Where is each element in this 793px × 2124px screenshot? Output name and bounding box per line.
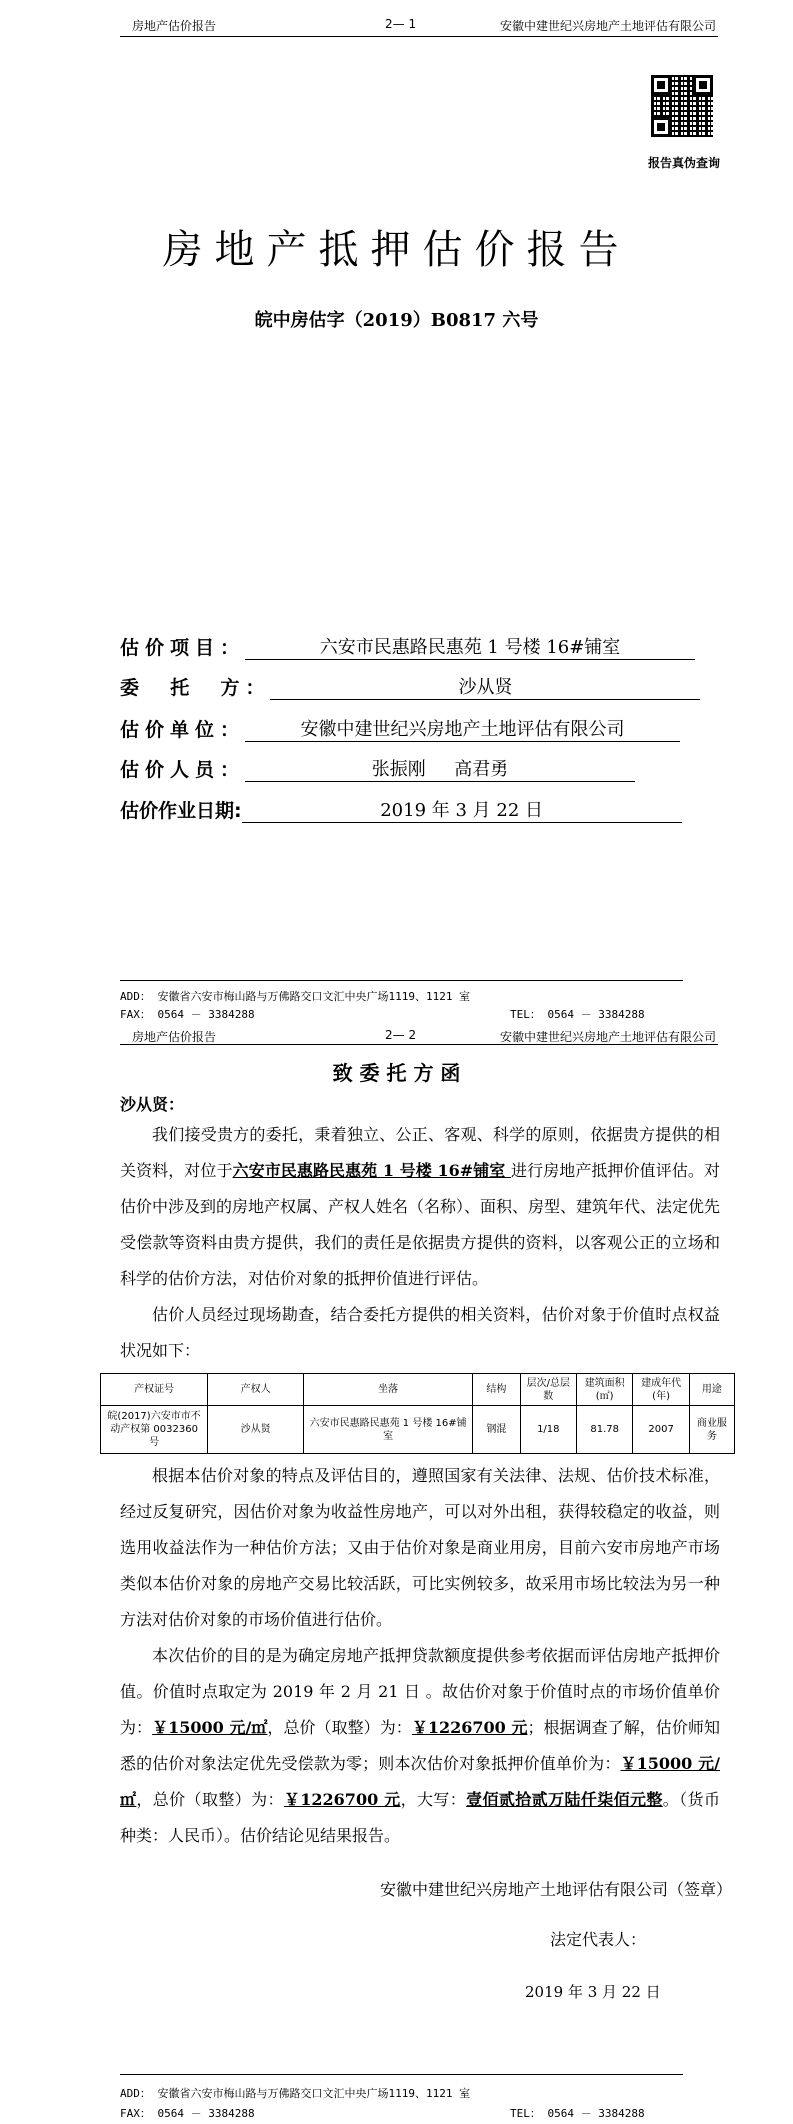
letter-date: 2019 年 3 月 22 日 xyxy=(525,1983,661,2001)
header-page-number: 2— 1 xyxy=(385,17,417,31)
header-left: 房地产估价报告 xyxy=(132,1030,217,1044)
footer-fax: FAX： 0564 － 3384288 xyxy=(120,1008,255,1021)
footer-address: ADD： 安徽省六安市梅山路与万佛路交口文汇中央广场1119、1121 室 xyxy=(120,990,471,1003)
header-rule xyxy=(120,36,718,37)
report-title: 房地产抵押估价报告 xyxy=(162,227,631,273)
table-cell: 沙从贤 xyxy=(208,1406,304,1454)
info-row-date xyxy=(120,793,682,823)
market-unit-price: ￥15000 元/㎡ xyxy=(152,1718,268,1737)
table-cell: 钢混 xyxy=(473,1406,520,1454)
text: 。（货币种类：人民币）。估价结论见结果报告。 xyxy=(120,1790,720,1845)
info-value: 安徽中建世纪兴房地产土地评估有限公司 xyxy=(245,715,680,742)
footer-tel: TEL： 0564 － 3384288 xyxy=(510,2107,645,2120)
document-number: 皖中房估字（2019）B0817 六号 xyxy=(254,310,539,331)
text: 我们接受贵方的委托，秉着独立、公正、客观、科学的原则，依据贵方提供的相关资料，对位于 xyxy=(120,1125,720,1180)
table-cell: 2007 xyxy=(633,1406,689,1454)
table-header: 结构 xyxy=(473,1374,520,1406)
letter-body-intro xyxy=(120,1117,720,1369)
info-label: 估价项目： xyxy=(120,637,246,659)
page-2 xyxy=(0,1026,793,2124)
footer-rule xyxy=(120,980,683,981)
text: 本次估价的目的是为确定房地产抵押贷款额度提供参考依据而评估房地产抵押价值。价值时点取定为 2019 年 2 月 21 日 。故估价对象于价值时点的市场价值单价为： xyxy=(120,1646,720,1737)
header-right: 安徽中建世纪兴房地产土地评估有限公司 xyxy=(500,1030,717,1044)
info-value: 沙从贤 xyxy=(270,673,700,700)
table-header: 建筑面积(㎡) xyxy=(577,1374,633,1406)
table-header: 层次/总层数 xyxy=(520,1374,576,1406)
text: ，总价（取整）为： xyxy=(136,1790,284,1809)
info-row-project xyxy=(120,630,695,660)
footer-address: ADD： 安徽省六安市梅山路与万佛路交口文汇中央广场1119、1121 室 xyxy=(120,2087,471,2100)
paragraph-3: 根据本估价对象的特点及评估目的，遵照国家有关法律、法规、估价技术标准，经过反复研究，因估价对象为收益性房地产，可以对外出租，获得较稳定的收益，则选用收益法作为一种估价方法；又由于估价对象是商业用房，目前六安市房地产市场类似本估价对象的房地产交易比较活跃，可比实例较多，故采用市场比较法为另一种方法对估价对象的市场价值进行估价。 xyxy=(120,1466,720,1629)
info-value: 2019 年 3 月 22 日 xyxy=(242,796,682,823)
header-right: 安徽中建世纪兴房地产土地评估有限公司 xyxy=(500,19,717,33)
table-header-row xyxy=(101,1374,735,1406)
table-row xyxy=(101,1406,735,1454)
company-signature: 安徽中建世纪兴房地产土地评估有限公司（签章） xyxy=(380,1880,733,1899)
table-header: 产权人 xyxy=(208,1374,304,1406)
salutation: 沙从贤： xyxy=(120,1095,185,1114)
page-2-header xyxy=(120,1026,718,1045)
table-cell: 六安市民惠路民惠苑 1 号楼 16#铺室 xyxy=(304,1406,473,1454)
info-label: 委 托 方： xyxy=(120,677,271,699)
total-in-words: 壹佰贰拾贰万陆仟柒佰元整 xyxy=(466,1790,663,1809)
paragraph-4 xyxy=(120,1638,720,1854)
legal-representative: 法定代表人： xyxy=(550,1930,647,1949)
info-label: 估价人员： xyxy=(120,759,246,781)
qr-code-icon[interactable] xyxy=(651,75,713,137)
property-address: 六安市民惠路民惠苑 1 号楼 16#铺室 xyxy=(232,1161,512,1180)
header-page-number: 2— 2 xyxy=(385,1028,417,1042)
header-left: 房地产估价报告 xyxy=(132,19,217,33)
info-value: 张振刚 高君勇 xyxy=(245,755,635,782)
table-header: 用途 xyxy=(689,1374,734,1406)
table-cell: 商业服务 xyxy=(689,1406,734,1454)
info-label: 估价作业日期: xyxy=(120,800,242,822)
text: 进行房地产抵押价值评估。对估价中涉及到的房地产权属、产权人姓名（名称）、面积、房型、建筑年代、法定优先受偿款等资料由贵方提供，我们的责任是依据贵方提供的资料，以客观公正的立场和科学的估价方法，对估价对象的抵押价值进行评估。 xyxy=(120,1161,721,1288)
table-header: 产权证号 xyxy=(101,1374,208,1406)
info-row-client xyxy=(120,670,700,700)
footer-fax: FAX： 0564 － 3384288 xyxy=(120,2107,255,2120)
qr-label: 报告真伪查询 xyxy=(648,156,721,170)
page-2-footer xyxy=(120,2074,683,2124)
text: ；根据调查了解，估价师知悉的估价对象法定优先受偿款为零；则本次估价对象抵押价值单价为： xyxy=(120,1718,720,1773)
text: ，大写： xyxy=(400,1790,467,1809)
table-cell: 皖(2017)六安市市不动产权第 0032360 号 xyxy=(101,1406,208,1454)
table-cell: 1/18 xyxy=(520,1406,576,1454)
info-row-appraisers xyxy=(120,752,635,782)
mortgage-unit-price: ￥15000 元/㎡ xyxy=(120,1754,720,1809)
market-total-price: ￥1226700 元 xyxy=(411,1718,528,1737)
mortgage-total-price: ￥1226700 元 xyxy=(283,1790,401,1809)
info-label: 估价单位： xyxy=(120,719,246,741)
property-table xyxy=(100,1373,735,1454)
letter-title: 致 委 托 方 函 xyxy=(332,1061,461,1085)
text: ，总价（取整）为： xyxy=(267,1718,412,1737)
paragraph-2: 估价人员经过现场勘查，结合委托方提供的相关资料，估价对象于价值时点权益状况如下： xyxy=(120,1305,720,1360)
info-value: 六安市民惠路民惠苑 1 号楼 16#铺室 xyxy=(245,633,695,660)
paragraph-1 xyxy=(120,1117,720,1297)
table-header: 坐落 xyxy=(304,1374,473,1406)
footer-tel: TEL： 0564 － 3384288 xyxy=(510,1008,645,1021)
letter-body-main xyxy=(120,1458,720,1854)
table-header: 建成年代(年) xyxy=(633,1374,689,1406)
info-row-appraiser-org xyxy=(120,712,680,742)
table-cell: 81.78 xyxy=(577,1406,633,1454)
